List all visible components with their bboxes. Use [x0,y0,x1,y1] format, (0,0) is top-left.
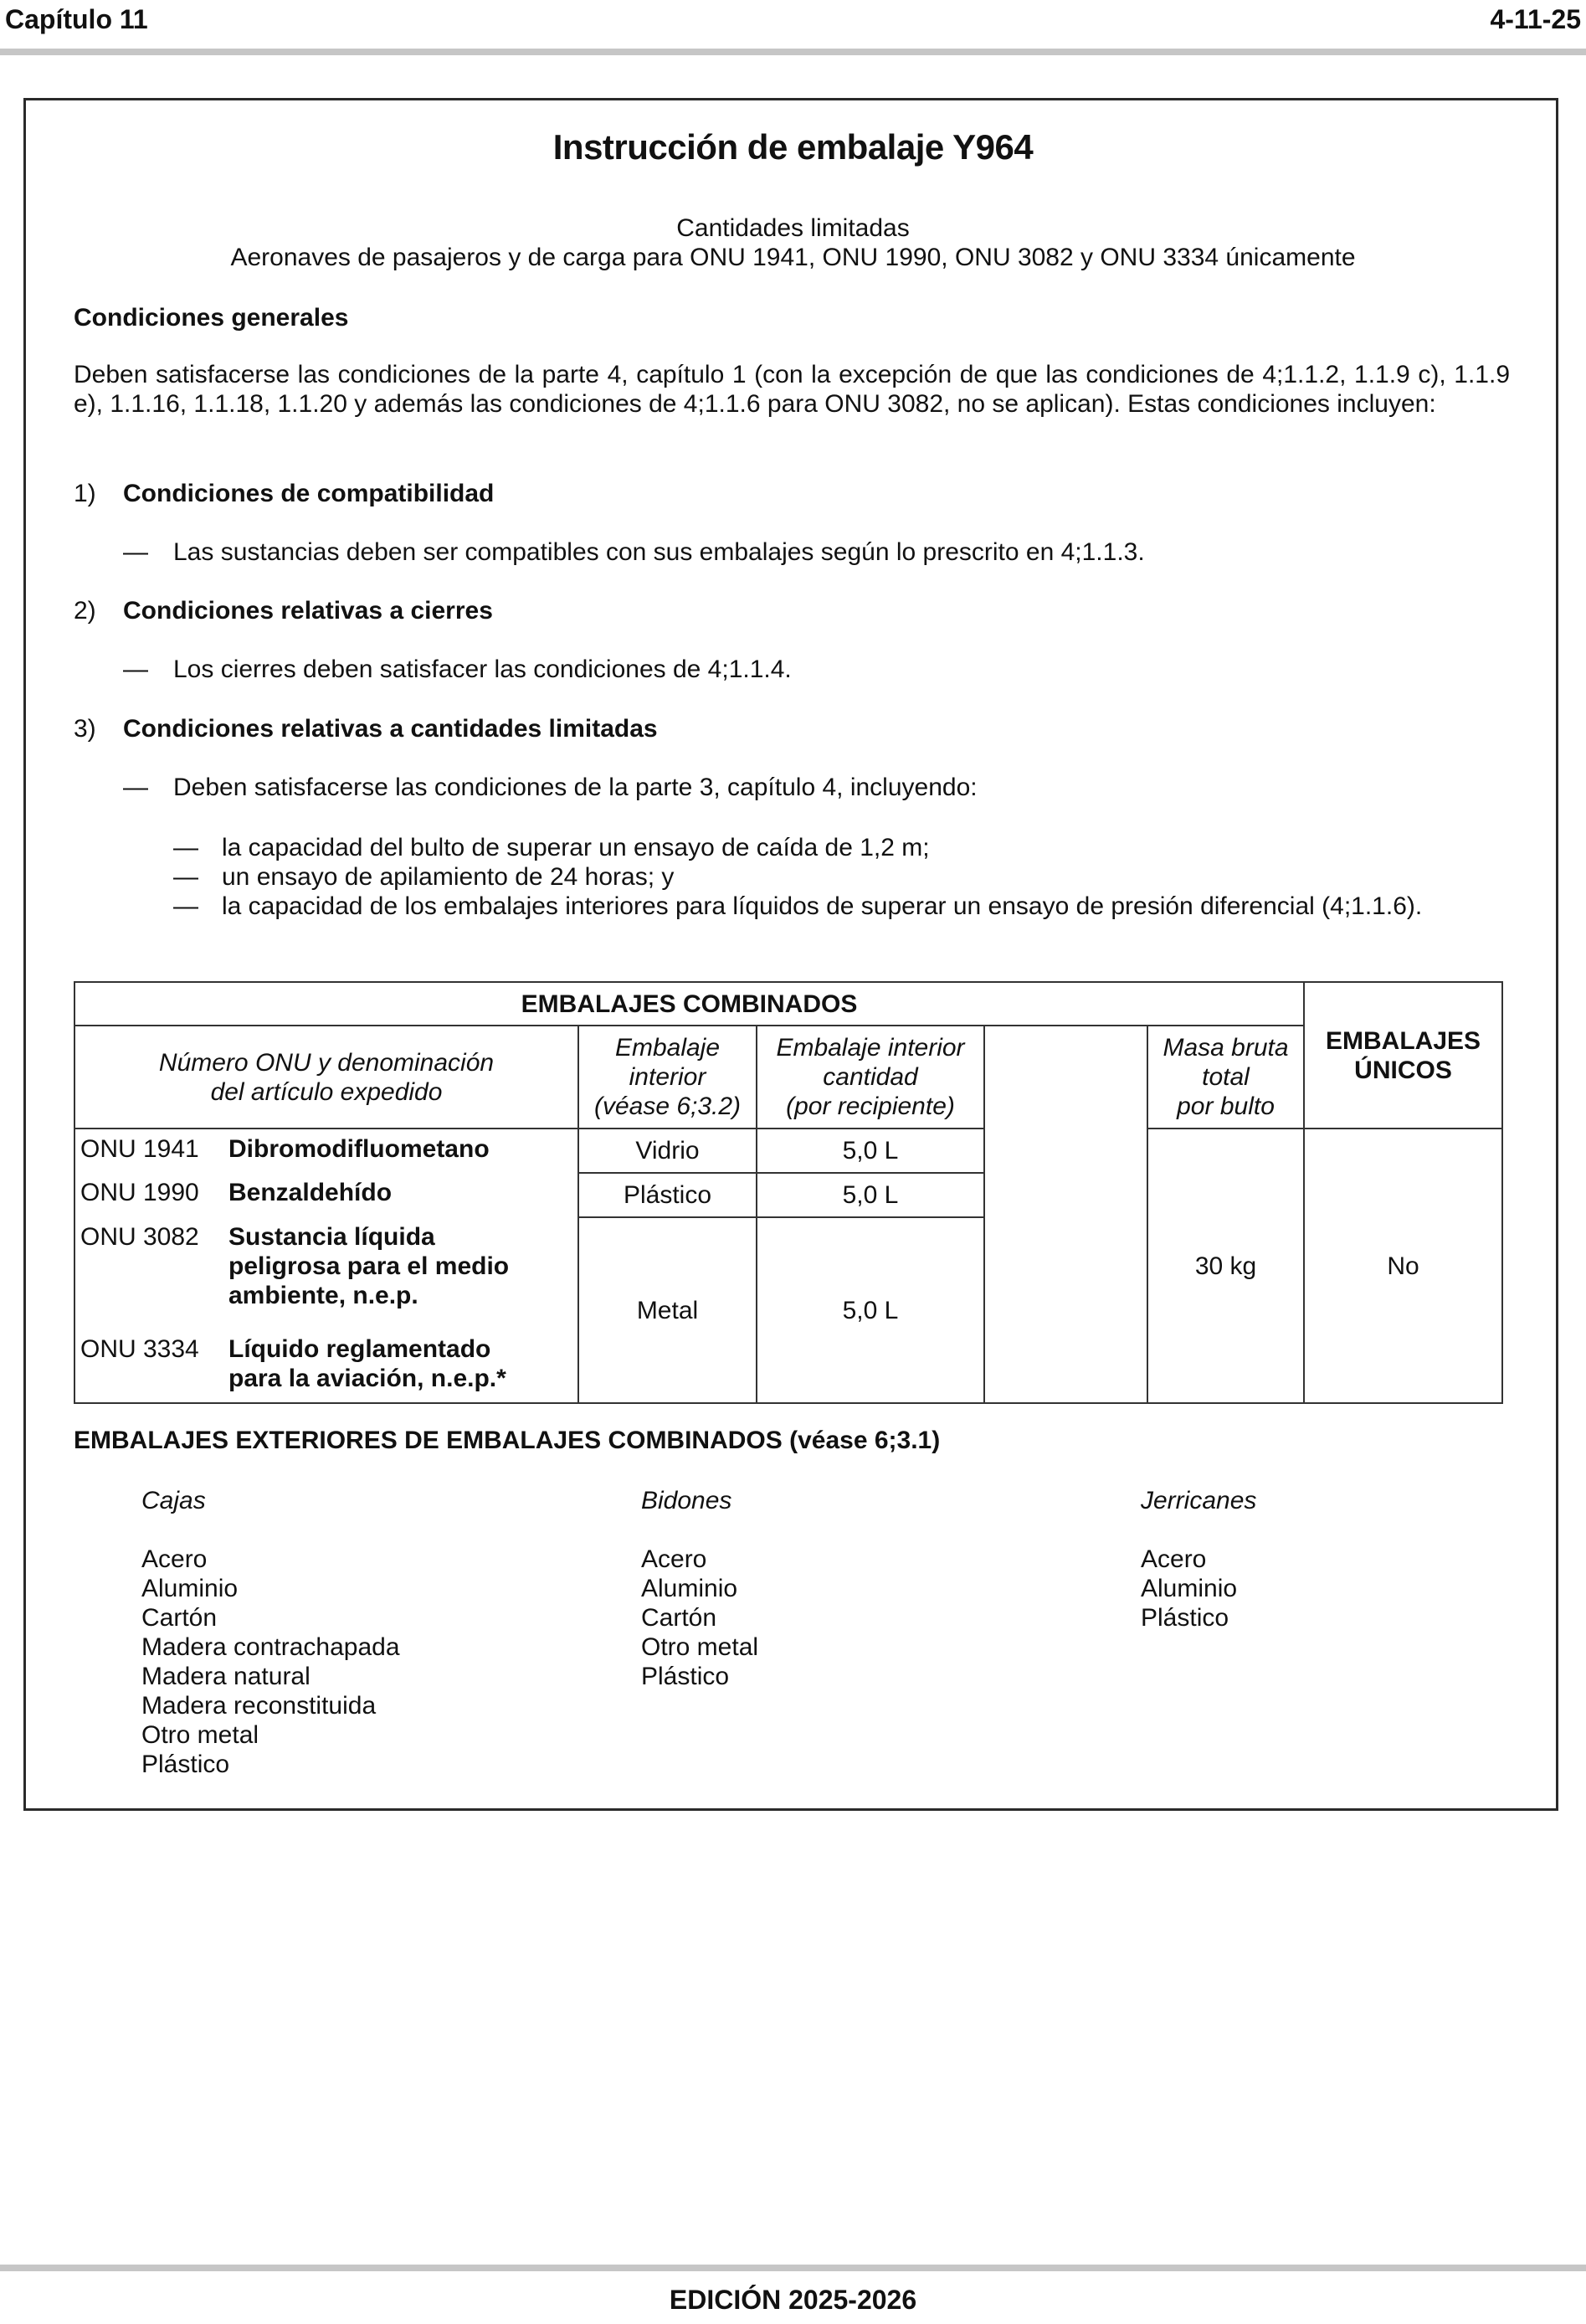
list-item: Aluminio [641,1575,738,1602]
list-item: Otro metal [141,1721,259,1749]
header-line: interior [629,1063,706,1091]
section-heading: Condiciones relativas a cantidades limitadas [123,715,658,743]
list-item: Acero [641,1545,707,1573]
header-line: por bulto [1177,1093,1275,1120]
list-item: Cartón [641,1604,717,1632]
dash: — [173,834,198,861]
inner-quantity: 5,0 L [757,1173,984,1217]
inner-quantity: 5,0 L [757,1217,984,1403]
header-line: Masa bruta [1163,1034,1289,1062]
header-line: EMBALAJES [1326,1026,1481,1055]
substance-name: Benzaldehído [228,1179,393,1206]
dash: — [123,774,148,801]
drums-list [641,1545,758,1691]
subitem-drop-test: la capacidad del bulto de superar un ensayo de caída de 1,2 m; [222,834,930,861]
header-line: Embalaje interior [776,1034,965,1062]
inner-packaging: Plástico [578,1173,757,1217]
list-item: Aluminio [141,1575,239,1602]
list-item: Acero [141,1545,208,1573]
closures-item: Los cierres deben satisfacer las condiciones de 4;1.1.4. [173,656,792,683]
list-item: Otro metal [641,1633,759,1661]
header-line: ÚNICOS [1354,1056,1452,1084]
section-heading: Condiciones de compatibilidad [123,480,495,507]
subtitle-limited-quantities: Cantidades limitadas [676,214,910,242]
inner-packaging: Vidrio [578,1129,757,1173]
dash: — [123,656,148,683]
gross-mass-header [1147,1026,1304,1129]
header-line: total [1202,1063,1250,1091]
chapter-label: Capítulo 11 [5,4,148,34]
empty-column [984,1129,1147,1403]
compatibility-item: Las sustancias deben ser compatibles con sus embalajes según lo prescrito en 4;1.1.3. [173,538,1145,566]
un-number: ONU 3334 [74,1334,223,1403]
subitem-pressure-test: la capacidad de los embalajes interiores para líquidos de superar un ensayo de presión diferencial (4;1.1.6). [222,892,1423,920]
substance-name: Sustancia líquida peligrosa para el medio ambiente, n.e.p. [228,1223,510,1309]
packaging-table [74,981,1503,1404]
un-number: ONU 1990 [74,1173,223,1217]
header-line: (véase 6;3.2) [593,1093,742,1120]
section-2 [74,596,1510,625]
substance-name: Líquido reglamentado para la aviación, n.e.p.* [223,1334,578,1403]
un-number-header [74,1026,578,1129]
inner-packaging-header [578,1026,757,1129]
header-rule [0,49,1586,55]
single-packagings-header [1304,982,1502,1129]
list-item: Plástico [1141,1604,1229,1632]
general-conditions-heading: Condiciones generales [74,304,349,332]
empty-column [984,1026,1147,1129]
header-line: (por recipiente) [786,1093,955,1120]
outer-packagings-heading: EMBALAJES EXTERIORES DE EMBALAJES COMBINADOS (véase 6;3.1) [74,1427,941,1454]
dash: — [173,892,198,920]
subitem-stacking-test: un ensayo de apilamiento de 24 horas; y [222,863,675,891]
header-line: Número ONU y denominación [158,1048,495,1077]
section-number: 2) [74,597,96,625]
list-item: Acero [1141,1545,1207,1573]
table-row [74,1129,1502,1173]
list-item: Madera contrachapada [141,1633,400,1661]
section-1 [74,479,1510,508]
combined-packagings-header: EMBALAJES COMBINADOS [74,982,1304,1026]
single-packagings-value: No [1304,1129,1502,1403]
un-number: ONU 3082 [74,1217,223,1334]
header-line: cantidad [823,1063,918,1091]
instruction-title: Instrucción de embalaje Y964 [552,127,1034,167]
jerricans-list [1141,1545,1237,1632]
dash: — [173,863,198,891]
inner-packaging: Metal [578,1217,757,1403]
header-line: Embalaje [614,1034,721,1062]
page-number: 4-11-25 [1490,4,1581,34]
un-number: ONU 1941 [74,1129,223,1173]
header-line: del artículo expedido [210,1077,443,1106]
footer-rule [0,2265,1586,2271]
section-number: 1) [74,480,96,507]
general-conditions-text: Deben satisfacerse las condiciones de la parte 4, capítulo 1 (con la excepción de que las condiciones de 4;1.1.2, 1.1.9 c), 1.1.9 e), 1.1.16, 1.1.18, 1.1.20 y además las condiciones de 4;1.1.6 para ONU 3082, no se aplican). Estas condiciones incluyen: [74,361,1510,418]
drums-heading: Bidones [641,1487,732,1514]
boxes-heading: Cajas [141,1487,206,1514]
section-number: 3) [74,715,96,743]
list-item: Plástico [141,1751,230,1778]
section-heading: Condiciones relativas a cierres [123,597,493,625]
list-item: Madera reconstituida [141,1692,377,1720]
dash: — [123,538,148,566]
jerricans-heading: Jerricanes [1141,1487,1257,1514]
list-item: Cartón [141,1604,218,1632]
subtitle-aircraft: Aeronaves de pasajeros y de carga para ONU 1941, ONU 1990, ONU 3082 y ONU 3334 únicamente [230,244,1356,271]
inner-quantity: 5,0 L [757,1129,984,1173]
edition-footer: EDICIÓN 2025-2026 [669,2285,917,2315]
section-3 [74,714,1510,743]
boxes-list [141,1545,400,1779]
list-item: Aluminio [1141,1575,1238,1602]
list-item: Plástico [641,1663,730,1690]
list-item: Madera natural [141,1663,311,1690]
gross-mass-value: 30 kg [1147,1129,1304,1403]
limited-quantities-item: Deben satisfacerse las condiciones de la parte 3, capítulo 4, incluyendo: [173,774,978,801]
substance-name: Dibromodifluometano [223,1129,578,1173]
inner-quantity-header [757,1026,984,1129]
